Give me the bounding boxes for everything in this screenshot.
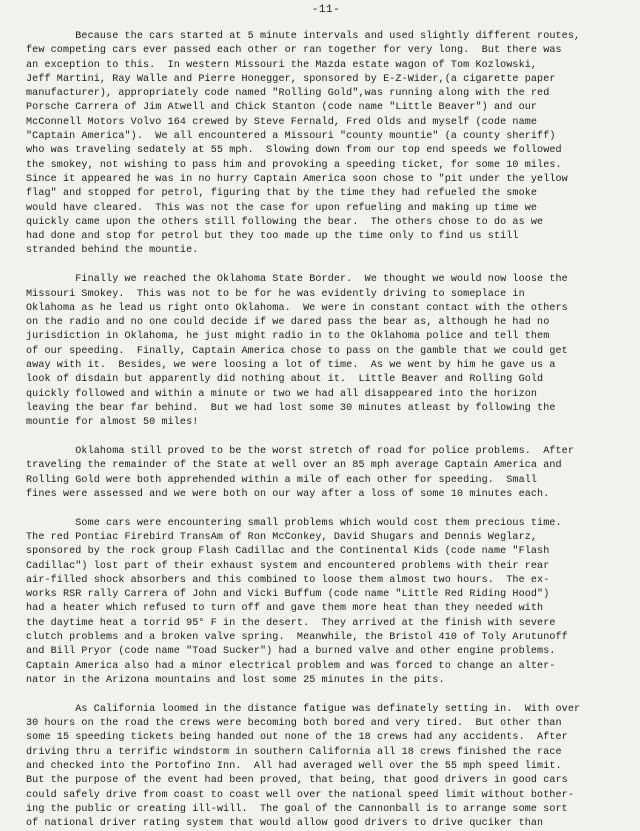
paragraph-car-problems: Some cars were encountering small problems which would cost them precious time. The red Pontiac Firebird TransAm of Ron McConkey, David Shugars and Dennis Weglarz, sponsored by the rock group Flash Cadillac and the Continental Kids (code name "Flash Cadillac") lost part of their exhaust system and encountered problems with their rear air-filled shock absorbers and this combined to loose them almost two hours. The ex- works RSR rally Carrera of John and Vicki Buffum (code name "Little Red Riding Hood") had a heater which refused to turn off and gave them more heat than they needed with the daytime heat a torrid 95° F in the desert. They arrived at the finish with severe clutch problems and a broken valve spring. Meanwhile, the Bristol 410 of Toly Arutunoff and Bill Pryor (code name "Toad Sucker") had a burned valve and other engine problems. Captain America also had a minor electrical problem and was forced to change an alter- nator in the Arizona mountains and lost some 25 minutes in the pits.	[26, 517, 568, 686]
page-number: -11-	[311, 4, 341, 16]
paragraph-oklahoma-border: Finally we reached the Oklahoma State Border. We thought we would now loose the Missouri Smokey. This was not to be for he was evidently driving to someplace in Oklahoma as he lead us right onto Oklahoma. We were in constant contact with the others on the radio and no one could decide if we dared pass the bear as, although he had no jurisdiction in Oklahoma, he just might radio in to the Oklahoma police and tell them of our speeding. Finally, Captain America chose to pass on the gamble that we could get away with it. Besides, we were loosing a lot of time. As we went by him he gave us a look of disdain but apparently did nothing about it. Little Beaver and Rolling Gold quickly followed and within a minute or two we had all disappeared into the horizon leaving the bear far behind. But we had lost some 30 minutes atleast by following the mountie for almost 50 miles!	[26, 274, 568, 429]
paragraph-oklahoma-speeding: Oklahoma still proved to be the worst stretch of road for police problems. After traveling the remainder of the State at well over an 85 mph average Captain America and Rolling Gold were both apprehended within a mile of each other for speeding. Small fines were assessed and we were both on our way after a loss of some 10 minutes each.	[26, 446, 575, 500]
paragraph-california-finish: As California loomed in the distance fatigue was definately setting in. With over 30 hours on the road the crews were becoming both bored and very tired. But other than some 15 speeding tickets being handed out none of the 18 crews had any accidents. After driving thru a terrific windstorm in southern California all 18 crews finished the race and checked into the Portofino Inn. All had averaged well over the 55 mph speed limit. But the purpose of the event had been proved, that being, that good drivers in good cars could safely drive from coast to coast well over the national speed limit without bother- ing the public or creating ill-will. The goal of the Cannonball is to arrange some sort of national driver rating system that would allow good drivers to drive quciker than	[26, 703, 581, 830]
paragraph-missouri-mountie: Because the cars started at 5 minute intervals and used slightly different routes, few competing cars ever passed each other or ran together for very long. But there was an exception to this. In western Missouri the Mazda estate wagon of Tom Kozlowski, Jeff Martini, Ray Walle and Pierre Honegger, sponsored by E-Z-Wider,(a cigarette paper manufacturer), appropriately code named "Rolling Gold",was running along with the red Porsche Carrera of Jim Atwell and Chick Stanton (code name "Little Beaver") and our McConnell Motors Volvo 164 crewed by Steve Fernald, Fred Olds and myself (code name "Captain America"). We all encountered a Missouri "county mountie" (a county sheriff) who was traveling sedately at 55 mph. Slowing down from our top end speeds we followed the smokey, not wishing to pass him and provoking a speeding ticket, for some 10 miles. Since it appeared he was in no hurry Captain America soon chose to "pit under the yellow flag" and stopped for petrol, figuring that by the time they had refueled the smoke would have cleared. This was not the case for upon refueling and making up time we quickly came upon the others still following the bear. The others chose to do as we had done and stop for petrol but they too made up the time only to find us still stranded behind the mountie.	[26, 31, 581, 257]
